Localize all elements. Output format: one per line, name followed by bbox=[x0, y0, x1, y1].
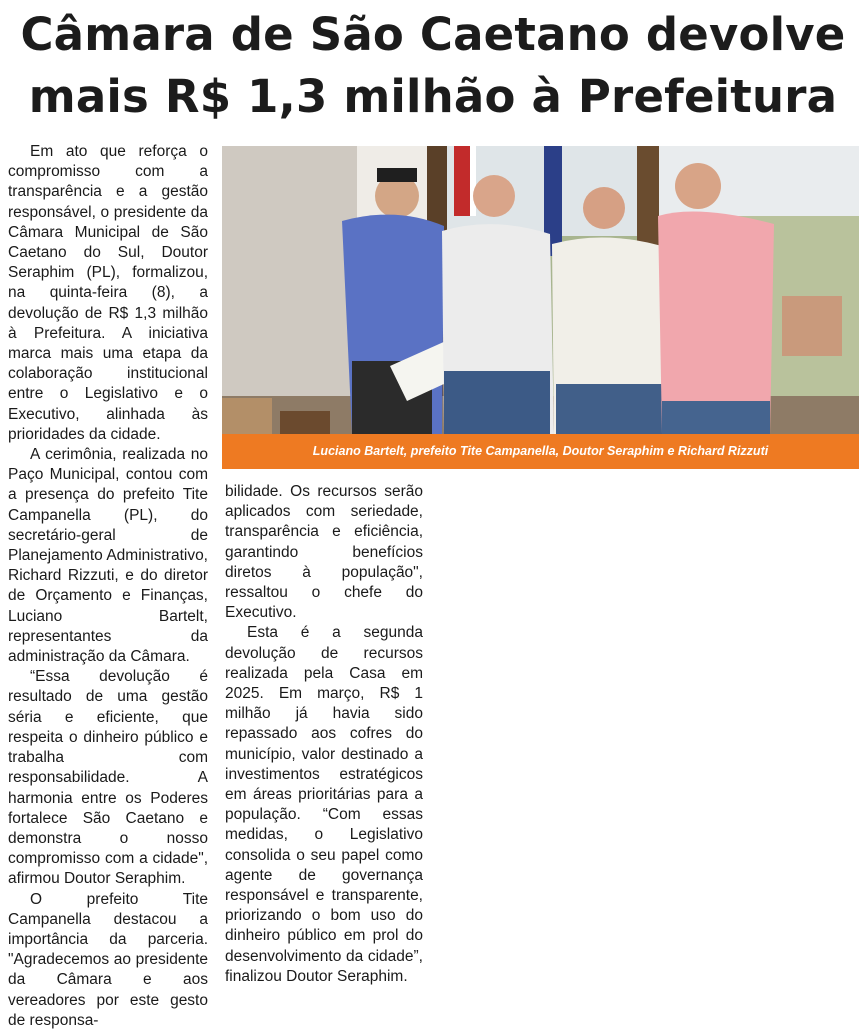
paragraph: O prefeito Tite Campanella destacou a importância da parceria. "Agradecemos ao presidente da Câmara e aos vereadores por este gesto de responsa- bbox=[8, 890, 208, 1029]
headline-line-1: Câmara de São Caetano devolve bbox=[20, 8, 846, 61]
article-photo bbox=[222, 146, 859, 434]
paragraph: A cerimônia, realizada no Paço Municipal, contou com a presença do prefeito Tite Campanella (PL), do secretário-geral de Planejamento Administrativo, Richard Rizzuti, e do diretor de Orçamento e Finanças, Luciano Bartelt, representantes da administração da Câmara. bbox=[8, 446, 208, 666]
article-column-1 bbox=[8, 142, 208, 1031]
headline-line-2: mais R$ 1,3 milhão à Prefeitura bbox=[28, 70, 838, 123]
paragraph: Esta é a segunda devolução de recursos realizada pela Casa em 2025. Em março, R$ 1 milhão já havia sido repassado aos cofres do município, valor destinado a investimentos estratégicos em áreas prioritárias para a população. “Com essas medidas, o Legislativo consolida o seu papel como agente de governança responsável e transparente, priorizando o bom uso do dinheiro público em prol do desenvolvimento da cidade”, finalizou Doutor Seraphim. bbox=[225, 624, 423, 985]
paragraph: “Essa devolução é resultado de uma gestão séria e eficiente, que respeita o dinheiro público e trabalha com responsabilidade. A harmonia entre os Poderes fortalece São Caetano e demonstra o nosso compromisso com a cidade", afirmou Doutor Seraphim. bbox=[8, 668, 208, 888]
article-headline bbox=[0, 4, 866, 128]
paragraph: Em ato que reforça o compromisso com a transparência e a gestão responsável, o presidente da Câmara Municipal de São Caetano do Sul, Doutor Seraphim (PL), formalizou, na quinta-feira (8), a devolução de R$ 1,3 milhão à Prefeitura. A iniciativa marca mais uma etapa da colaboração institucional entre o Legislativo e o Executivo, alinhada às prioridades da cidade. bbox=[8, 143, 208, 443]
photo-caption: Luciano Bartelt, prefeito Tite Campanella, Doutor Seraphim e Richard Rizzuti bbox=[222, 434, 859, 469]
article-column-2 bbox=[225, 482, 423, 987]
paragraph: bilidade. Os recursos serão aplicados com seriedade, transparência e eficiência, garantindo benefícios diretos à população", ressaltou o chefe do Executivo. bbox=[225, 483, 423, 622]
